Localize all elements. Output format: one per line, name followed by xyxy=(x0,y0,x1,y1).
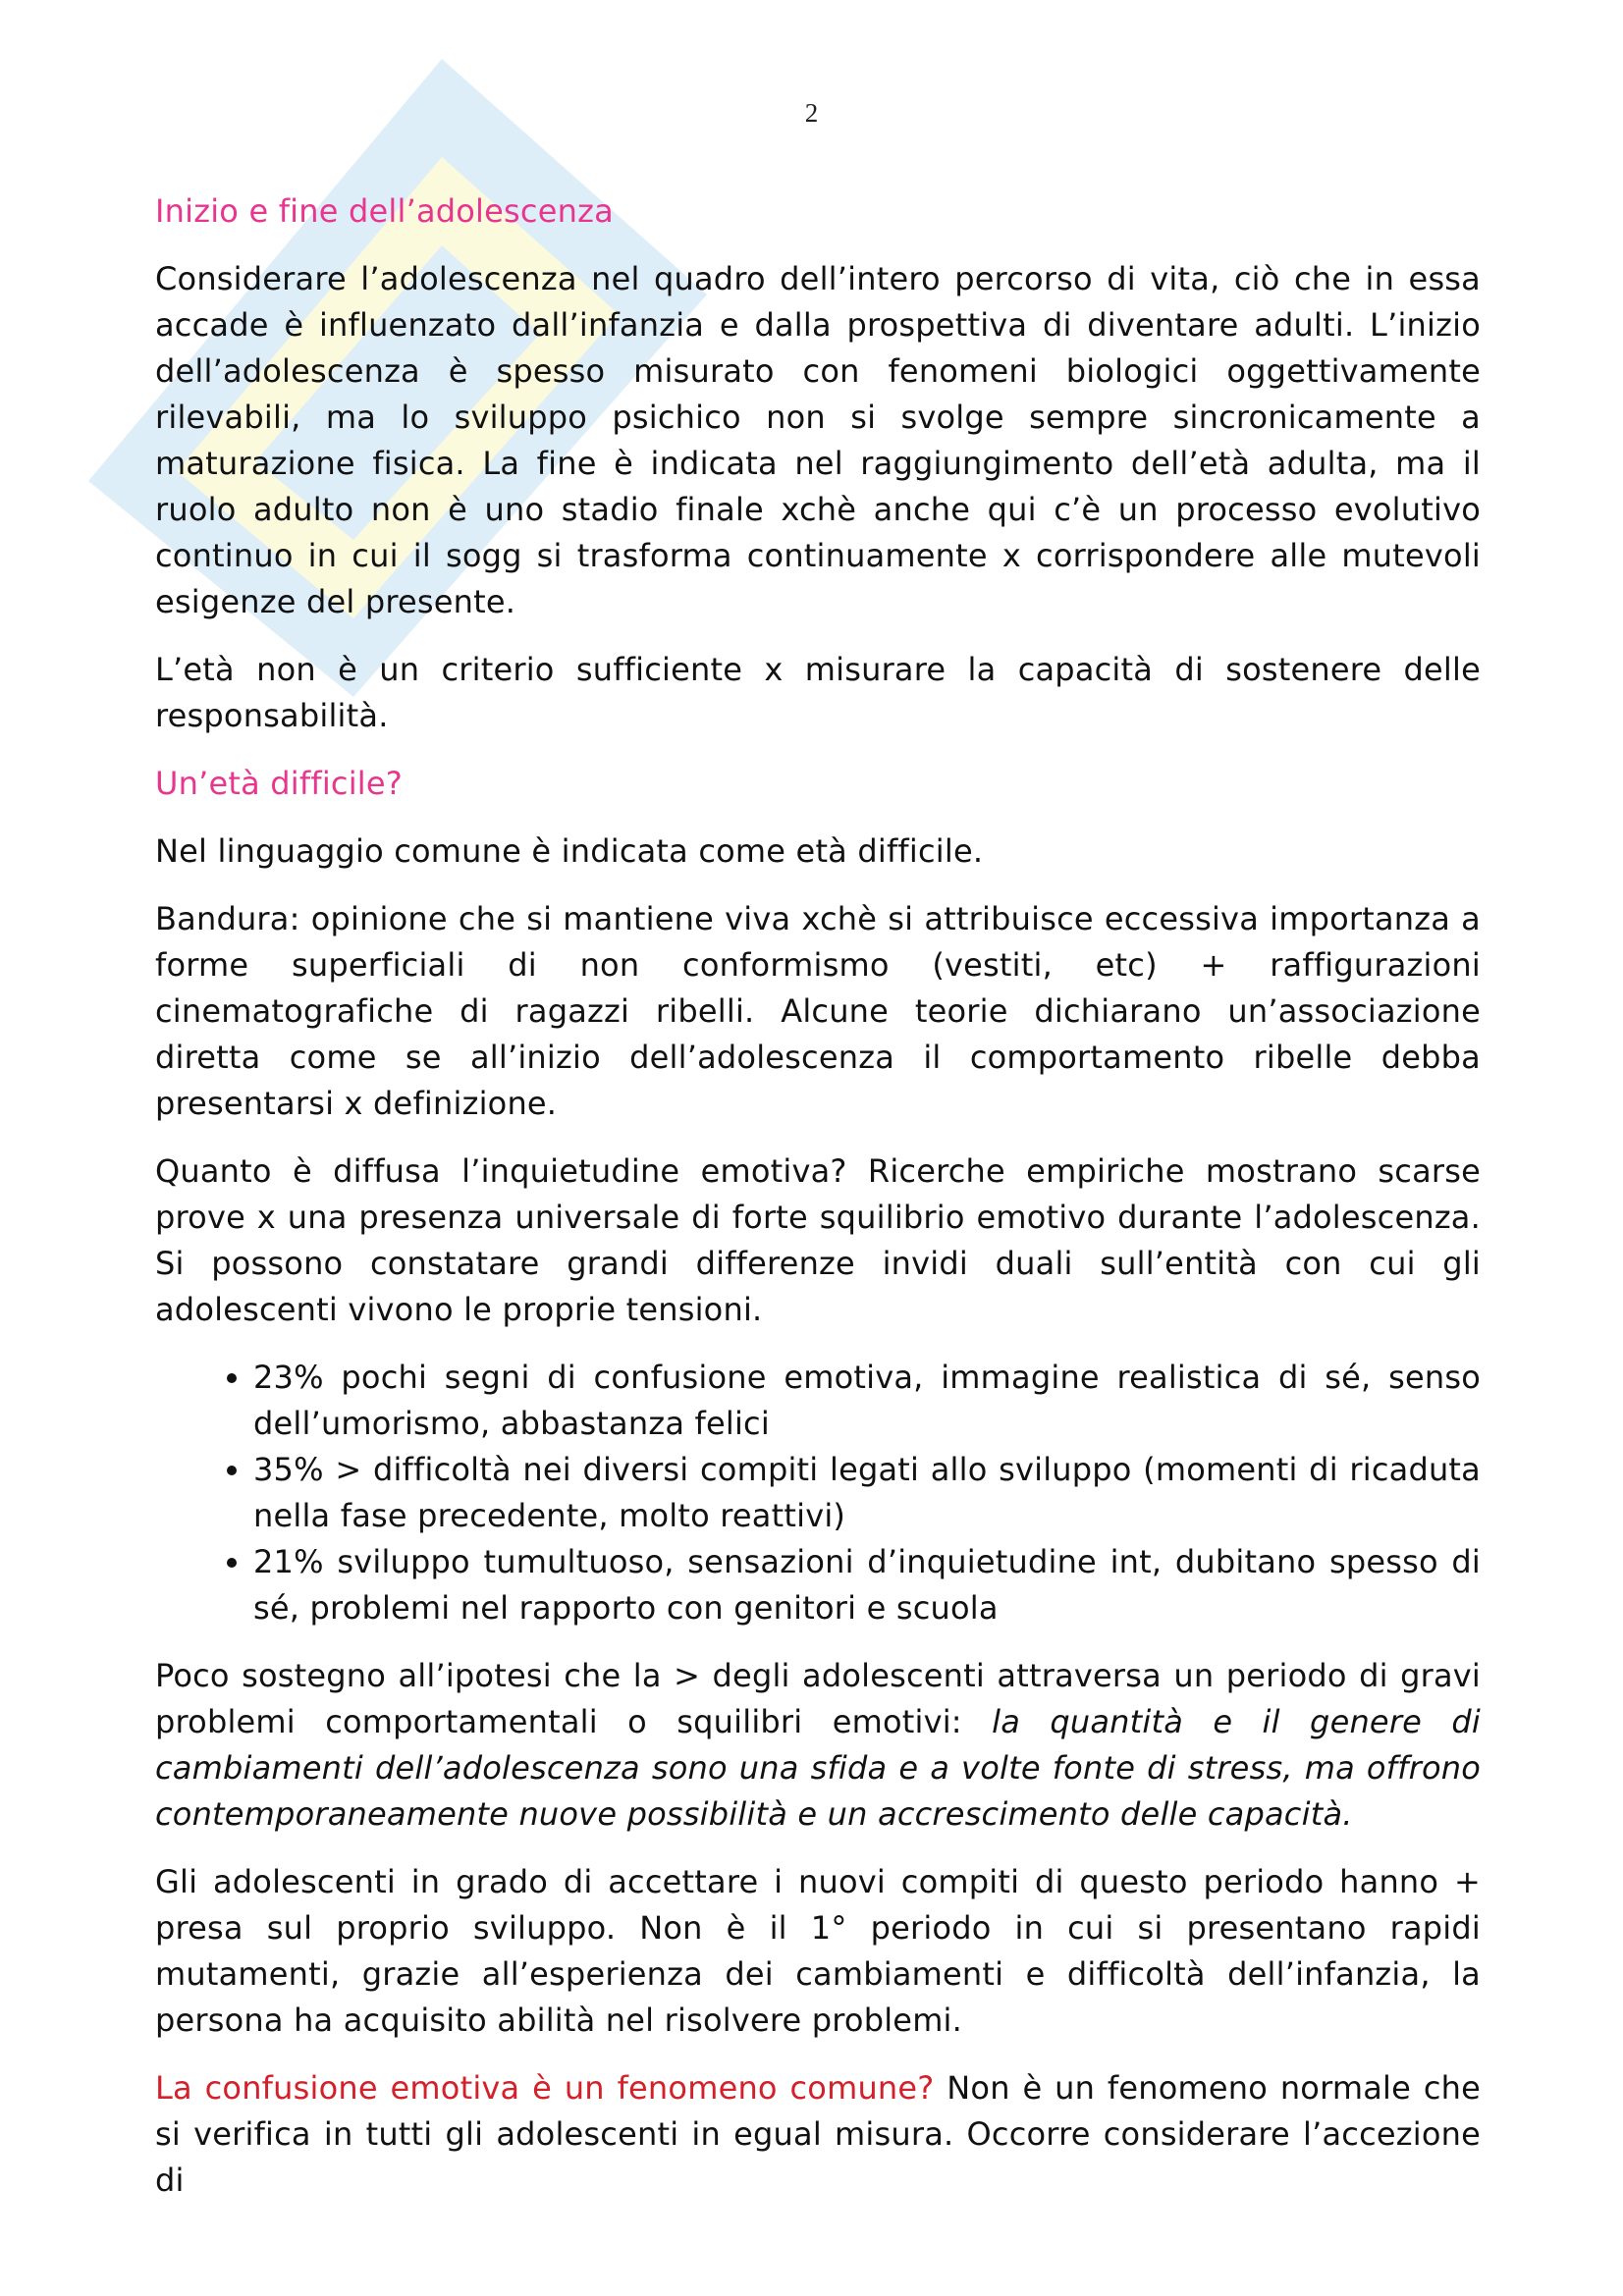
section-heading-inizio-fine: Inizio e fine dell’adolescenza xyxy=(155,192,614,230)
paragraph-with-italic xyxy=(155,1653,1481,1838)
paragraph-text: Poco sostegno all’ipotesi che la > degli adolescenti attraversa un periodo di gravi problemi comportamentali o squilibri emotivi: xyxy=(155,1657,1481,1740)
paragraph: Gli adolescenti in grado di accettare i nuovi compiti di questo periodo hanno + presa sul proprio sviluppo. Non è il 1° periodo in cui si presentano rapidi mutamenti, grazie all’esperienza dei cambiamenti e difficoltà dell’infanzia, la persona ha acquisito abilità nel risolvere problemi. xyxy=(155,1863,1481,2039)
italic-emphasis: la quantità e il genere di cambiamenti dell’adolescenza sono una sfida e a volte fonte di stress, ma offrono contemporaneamente nuove possibilità e un accrescimento delle capacità. xyxy=(155,1703,1481,1833)
paragraph: L’età non è un criterio sufficiente x misurare la capacità di sostenere delle responsabilità. xyxy=(155,651,1481,734)
list-item: • 35% > difficoltà nei diversi compiti legati allo sviluppo (momenti di ricaduta nella fase precedente, molto reattivi) xyxy=(253,1447,1481,1539)
paragraph: Nel linguaggio comune è indicata come età difficile. xyxy=(155,832,984,870)
paragraph: Considerare l’adolescenza nel quadro dell’intero percorso di vita, ciò che in essa accade è influenzato dall’infanzia e dalla prospettiva di diventare adulti. L’inizio dell’adolescenza è spesso misurato con fenomeni biologici oggettivamente rilevabili, ma lo sviluppo psichico non si svolge sempre sincronicamente a maturazione fisica. La fine è indicata nel raggiungimento dell’età adulta, ma il ruolo adulto non è uno stadio finale xchè anche qui c’è un processo evolutivo continuo in cui il sogg si trasforma continuamente x corrispondere alle mutevoli esigenze del presente. xyxy=(155,260,1481,620)
page-number: 2 xyxy=(804,98,819,128)
highlighted-question: La confusione emotiva è un fenomeno comune? xyxy=(155,2069,935,2107)
bullet-list xyxy=(155,1355,1481,1631)
paragraph-text: Non è un fenomeno normale che si verifica in tutti gli adolescenti in egual misura. Occorre considerare l’accezione di xyxy=(155,2069,1481,2199)
paragraph: Quanto è diffusa l’inquietudine emotiva? Ricerche empiriche mostrano scarse prove x una presenza universale di forte squilibrio emotivo durante l’adolescenza. Si possono constatare grandi differenze invidi duali sull’entità con cui gli adolescenti vivono le proprie tensioni. xyxy=(155,1152,1481,1328)
document-body xyxy=(155,188,1481,2225)
paragraph: Bandura: opinione che si mantiene viva xchè si attribuisce eccessiva importanza a forme superficiali di non conformismo (vestiti, etc) + raffigurazioni cinematografiche di ragazzi ribelli. Alcune teorie dichiarano un’associazione diretta come se all’inizio dell’adolescenza il comportamento ribelle debba presentarsi x definizione. xyxy=(155,900,1481,1122)
list-item: • 21% sviluppo tumultuoso, sensazioni d’inquietudine int, dubitano spesso di sé, problemi nel rapporto con genitori e scuola xyxy=(253,1539,1481,1631)
list-item: • 23% pochi segni di confusione emotiva, immagine realistica di sé, senso dell’umorismo, abbastanza felici xyxy=(253,1355,1481,1447)
final-paragraph xyxy=(155,2065,1481,2204)
section-heading-eta-difficile: Un’età difficile? xyxy=(155,765,403,802)
